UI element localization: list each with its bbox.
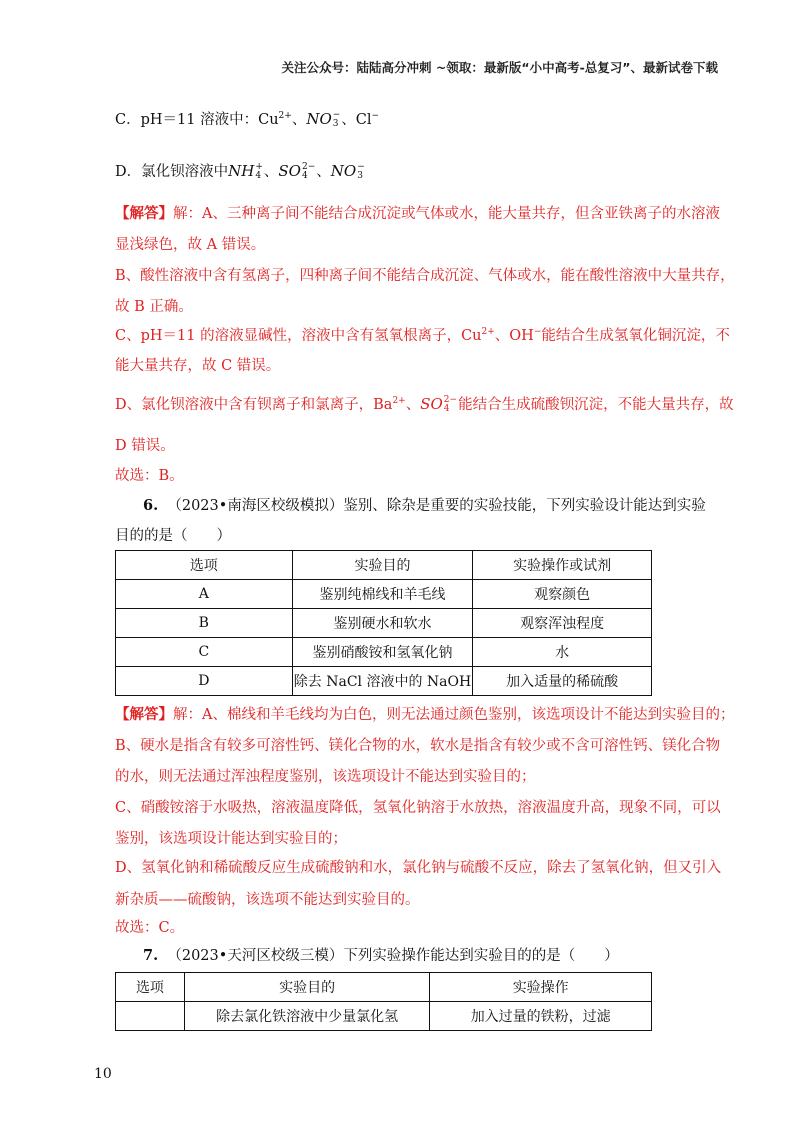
table-row: [116, 609, 652, 638]
table-cell: 观察浑浊程度: [473, 609, 652, 638]
table-cell: 鉴别硬水和软水: [292, 609, 473, 638]
table-cell: B: [116, 609, 293, 638]
q6-answer-line-2: B、硬水是指含有较多可溶性钙、镁化合物的水，软水是指含有较少或不含可溶性钙、镁化合物: [115, 738, 721, 754]
table-cell: 除去 NaCl 溶液中的 NaOH: [292, 667, 473, 696]
q5-answer-line-8: D 错误。: [115, 438, 175, 454]
table-cell: 水: [473, 638, 652, 667]
q6-answer-line-6: D、氢氧化钠和稀硫酸反应生成硫酸钠和水，氯化钠与硫酸不反应，除去了氢氧化钠，但又引入: [115, 860, 722, 876]
table-cell: 除去氯化铁溶液中少量氯化氢: [184, 1002, 430, 1031]
q7-table: [115, 972, 652, 1031]
q6-stem-line-2: 目的的是（ ）: [115, 528, 231, 544]
table-cell: 观察颜色: [473, 580, 652, 609]
table-header-cell: 实验操作或试剂: [473, 551, 652, 580]
q5-answer-line-6: 能大量共存，故 C 错误。: [115, 358, 281, 374]
table-cell: C: [116, 638, 293, 667]
table-header-cell: 选项: [116, 973, 185, 1002]
q7-stem: 7. （2023•天河区校级三模）下列实验操作能达到实验目的的是（ ）: [143, 947, 619, 964]
q6-answer-line-4: C、硝酸铵溶于水吸热，溶液温度降低，氢氧化钠溶于水放热，溶液温度升高，现象不同，可以: [115, 800, 721, 816]
table-cell: 鉴别硝酸铵和氢氧化钠: [292, 638, 473, 667]
q5-answer-line-4: 故 B 正确。: [115, 299, 193, 315]
q6-table: [115, 550, 652, 696]
table-cell: A: [116, 580, 293, 609]
q5-answer-line-1: 【解答】解：A、三种离子间不能结合成沉淀或气体或水，能大量共存，但含亚铁离子的水溶液: [115, 205, 720, 222]
option-d: D．氯化钡溶液中NH + 4 、SO 2− 4 、NO − 3: [115, 162, 365, 181]
option-c: C．pH＝11 溶液中：$Cu^{2+}$、NO − 3 、Cl−: [115, 110, 380, 129]
q6-answer-line-5: 鉴别，该选项设计能达到实验目的；: [115, 831, 347, 847]
table-row: [116, 638, 652, 667]
table-row: [116, 1002, 652, 1031]
table-header-row: [116, 973, 652, 1002]
q5-answer-line-5: C、pH＝11 的溶液显碱性，溶液中含有氢氧根离子，$Cu^{2+}$、OH−能结合生成氢氧化铜沉淀，不: [115, 327, 730, 344]
table-header-cell: 选项: [116, 551, 293, 580]
page-header: 关注公众号：陆陆高分冲刺 ~领取：最新版“小中高考-总复习”、最新试卷下载: [281, 60, 718, 75]
table-cell: 加入过量的铁粉，过滤: [430, 1002, 652, 1031]
table-header-cell: 实验操作: [430, 973, 652, 1002]
table-header-row: [116, 551, 652, 580]
table-cell: D: [116, 667, 293, 696]
q6-answer-line-1: 【解答】解：A、棉线和羊毛线均为白色，则无法通过颜色鉴别，该选项设计不能达到实验目的；: [115, 706, 735, 723]
table-header-cell: 实验目的: [184, 973, 430, 1002]
table-cell: 加入适量的稀硫酸: [473, 667, 652, 696]
table-row: [116, 667, 652, 696]
page-number: 10: [94, 1066, 112, 1082]
table-header-cell: 实验目的: [292, 551, 473, 580]
q6-stem-line-1: 6. （2023•南海区校级模拟）鉴别、除杂是重要的实验技能，下列实验设计能达到实验: [143, 497, 706, 514]
q5-answer-line-3: B、酸性溶液中含有氢离子，四种离子间不能结合成沉淀、气体或水，能在酸性溶液中大量共存，: [115, 268, 735, 284]
q6-answer-line-7: 新杂质——硫酸钠，该选项不能达到实验目的。: [115, 892, 420, 908]
table-cell: [116, 1002, 185, 1031]
q5-answer-line-2: 显浅绿色，故 A 错误。: [115, 237, 266, 253]
table-cell: 鉴别纯棉线和羊毛线: [292, 580, 473, 609]
q5-choice: 故选：B。: [115, 468, 184, 484]
q6-choice: 故选：C。: [115, 920, 185, 936]
q6-answer-line-3: 的水，则无法通过浑浊程度鉴别，该选项设计不能达到实验目的；: [115, 769, 536, 785]
q5-answer-line-7: D、氯化钡溶液中含有钡离子和氯离子，$Ba^{2+}$、SO 2− 4 能结合生成硫酸钡沉淀，不能大量共存，故: [115, 395, 734, 414]
table-row: [116, 580, 652, 609]
